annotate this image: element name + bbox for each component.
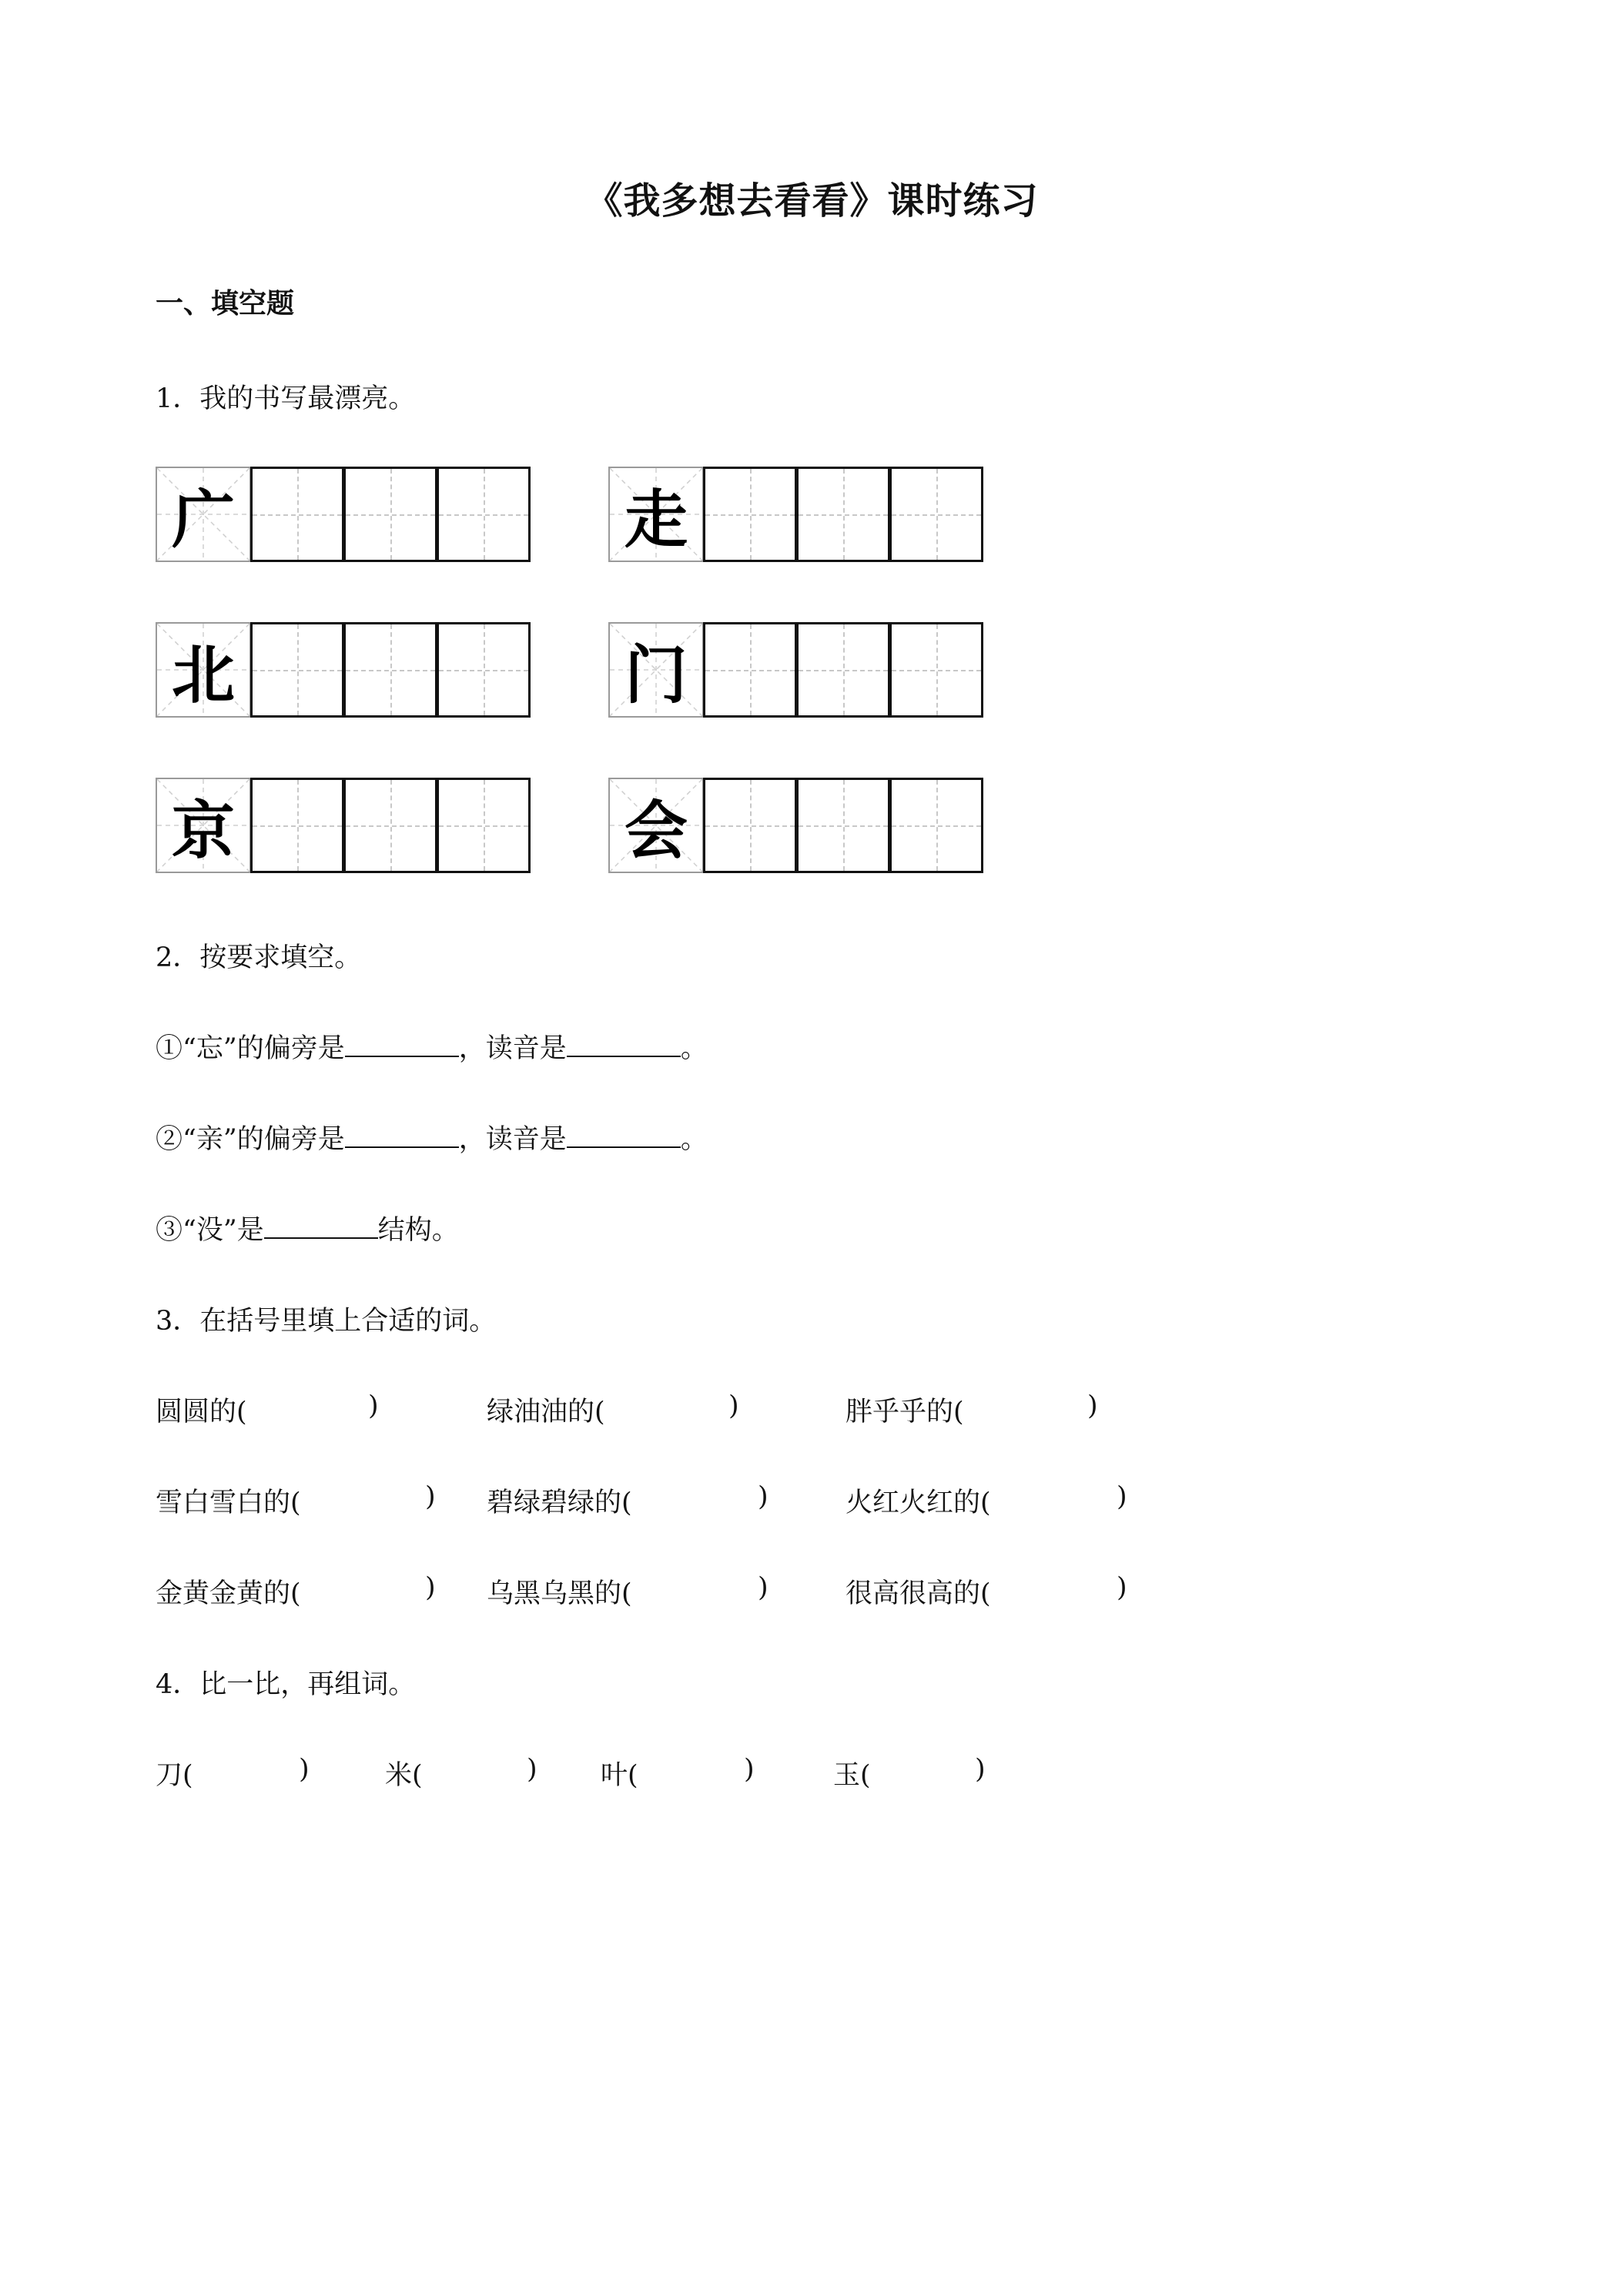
fill-line-text: ②“亲”的偏旁是	[156, 1124, 345, 1155]
writing-cell[interactable]	[703, 467, 797, 562]
writing-cell[interactable]	[889, 467, 983, 562]
fill-line	[156, 1027, 708, 1066]
question-2-label: 2．按要求填空。	[156, 942, 362, 973]
word-item	[156, 1754, 193, 1792]
writing-grid-row	[156, 778, 531, 873]
sample-char: 门	[624, 638, 688, 712]
phrase-item	[156, 1391, 247, 1429]
close-paren: )	[758, 1481, 768, 1512]
phrase-text: 绿油油的(	[487, 1397, 605, 1427]
close-paren: )	[975, 1754, 986, 1785]
sample-char-box	[608, 622, 704, 718]
phrase-item	[156, 1481, 301, 1520]
fill-line-text: ③“没”是	[156, 1215, 264, 1246]
close-paren: )	[425, 1481, 436, 1512]
phrase-text: 乌黑乌黑的(	[487, 1578, 632, 1609]
sample-char-box	[608, 778, 704, 873]
writing-cell[interactable]	[343, 467, 437, 562]
page-title: 《我多想去看看》课时练习	[585, 179, 1039, 223]
writing-cell[interactable]	[250, 622, 344, 718]
phrase-item	[487, 1391, 605, 1429]
sample-char: 京	[171, 794, 235, 868]
word-item	[833, 1754, 871, 1792]
writing-cell[interactable]	[437, 622, 531, 718]
word-char: 米(	[385, 1760, 423, 1791]
close-paren: )	[425, 1572, 436, 1603]
phrase-text: 火红火红的(	[845, 1488, 991, 1518]
writing-cell[interactable]	[889, 778, 983, 873]
fill-line-text: 。	[680, 1124, 708, 1155]
writing-cell[interactable]	[343, 778, 437, 873]
answer-blank[interactable]	[345, 1123, 459, 1148]
answer-blank[interactable]	[264, 1214, 378, 1239]
writing-cell[interactable]	[703, 622, 797, 718]
word-item	[385, 1754, 423, 1792]
fill-line-text: ①“忘”的偏旁是	[156, 1033, 345, 1064]
phrase-item	[845, 1572, 991, 1611]
sample-char-box	[156, 778, 251, 873]
writing-cell[interactable]	[250, 467, 344, 562]
fill-line-text: 。	[680, 1033, 708, 1064]
close-paren: )	[728, 1391, 739, 1421]
close-paren: )	[368, 1391, 379, 1421]
phrase-item	[156, 1572, 301, 1611]
writing-cell[interactable]	[437, 467, 531, 562]
sample-char: 会	[624, 794, 688, 868]
fill-line-text: ，读音是	[458, 1033, 567, 1064]
word-item	[601, 1754, 638, 1792]
writing-cell[interactable]	[703, 778, 797, 873]
question-4-label: 4．比一比，再组词。	[156, 1669, 416, 1700]
phrase-text: 很高很高的(	[845, 1578, 991, 1609]
writing-cell[interactable]	[796, 778, 890, 873]
close-paren: )	[1087, 1391, 1098, 1421]
writing-grid-row	[156, 467, 531, 562]
phrase-text: 金黄金黄的(	[156, 1578, 301, 1609]
close-paren: )	[744, 1754, 755, 1785]
phrase-text: 碧绿碧绿的(	[487, 1488, 632, 1518]
phrase-text: 圆圆的(	[156, 1397, 247, 1427]
phrase-item	[487, 1481, 632, 1520]
close-paren: )	[527, 1754, 537, 1785]
writing-grid-row	[608, 622, 983, 718]
question-1-label: 1．我的书写最漂亮。	[156, 383, 416, 414]
fill-line	[156, 1118, 708, 1156]
sample-char-box	[608, 467, 704, 562]
writing-cell[interactable]	[437, 778, 531, 873]
close-paren: )	[299, 1754, 310, 1785]
fill-line-text: ，读音是	[458, 1124, 567, 1155]
close-paren: )	[1117, 1481, 1127, 1512]
fill-line-text: 结构。	[377, 1215, 459, 1246]
question-3-label: 3．在括号里填上合适的词。	[156, 1306, 497, 1337]
phrase-text: 胖乎乎的(	[845, 1397, 964, 1427]
sample-char: 走	[624, 483, 688, 557]
sample-char-box	[156, 467, 251, 562]
close-paren: )	[1117, 1572, 1127, 1603]
phrase-text: 雪白雪白的(	[156, 1488, 301, 1518]
writing-cell[interactable]	[796, 467, 890, 562]
writing-cell[interactable]	[343, 622, 437, 718]
writing-grid-row	[156, 622, 531, 718]
writing-cell[interactable]	[250, 778, 344, 873]
phrase-item	[845, 1481, 991, 1520]
word-char: 玉(	[833, 1760, 871, 1791]
close-paren: )	[758, 1572, 768, 1603]
word-char: 刀(	[156, 1760, 193, 1791]
sample-char: 广	[171, 483, 235, 557]
phrase-item	[487, 1572, 632, 1611]
answer-blank[interactable]	[345, 1033, 459, 1057]
writing-cell[interactable]	[796, 622, 890, 718]
answer-blank[interactable]	[567, 1033, 681, 1057]
writing-grid-row	[608, 467, 983, 562]
writing-cell[interactable]	[889, 622, 983, 718]
word-char: 叶(	[601, 1760, 638, 1791]
sample-char-box	[156, 622, 251, 718]
phrase-item	[845, 1391, 964, 1429]
section-heading: 一、填空题	[156, 288, 295, 320]
sample-char: 北	[171, 638, 235, 712]
fill-line	[156, 1209, 459, 1247]
answer-blank[interactable]	[567, 1123, 681, 1148]
writing-grid-row	[608, 778, 983, 873]
